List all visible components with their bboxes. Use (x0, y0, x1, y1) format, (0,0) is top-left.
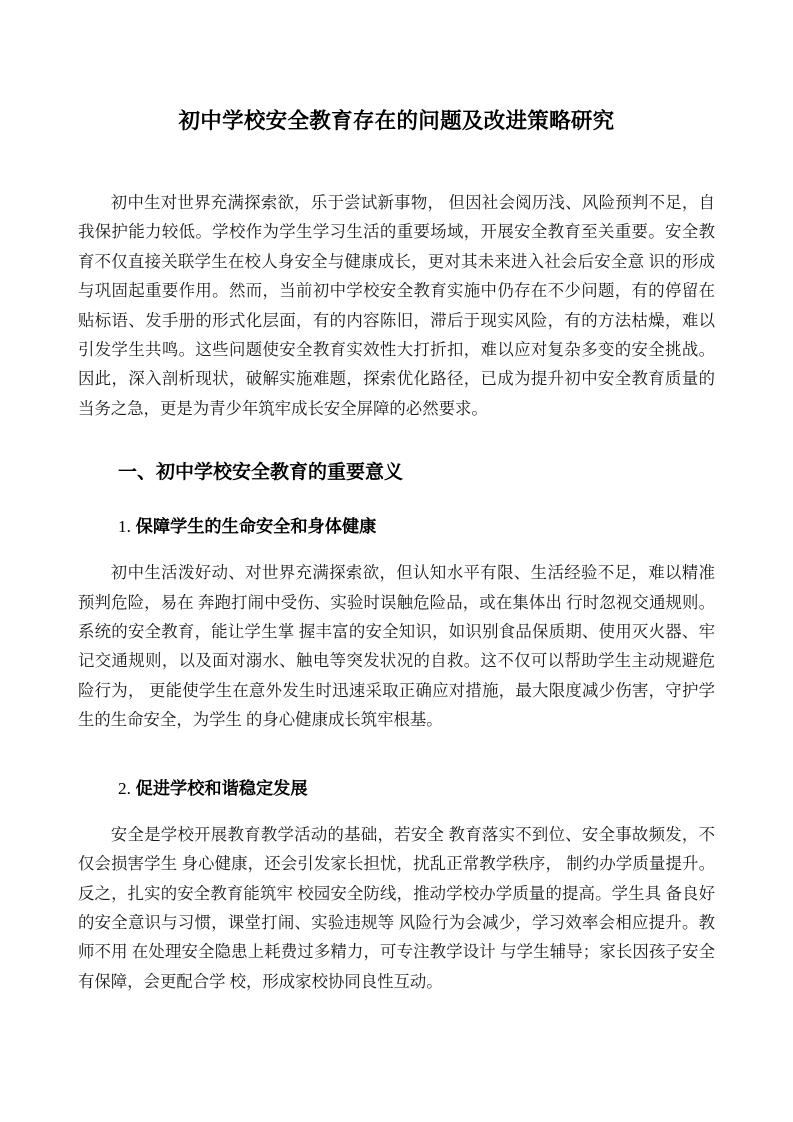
subsection-number-1: 1. (118, 517, 131, 537)
spacer-before-subsection-heading-2 (78, 735, 715, 775)
subsection-heading-1 (78, 513, 715, 540)
spacer-before-section-heading (78, 423, 715, 459)
subsection-body-2: 安全是学校开展教育教学活动的基础，若安全 教育落实不到位、安全事故频发，不仅会损害学生 身心健康，还会引发家长担忧，扰乱正常教学秩序， 制约办学质量提升。反之，扎实的安全教育能筑牢 校园安全防线，推动学校办学质量的提高。学生具 备良好的安全意识与习惯，课堂打闹、实验违规等 风险行为会减少，学习效率会相应提升。教师不用 在处理安全隐患上耗费过多精力，可专注教学设计 与学生辅导；家长因孩子安全有保障，会更配合学 校，形成家校协同良性互动。 (78, 824, 715, 991)
intro-paragraph: 初中生对世界充满探索欲，乐于尝试新事物， 但因社会阅历浅、风险预判不足，自我保护能力较低。学校作为学生学习生活的重要场域，开展安全教育至关重要。安全教育不仅直接关联学生在校人身安全与健康成长，更对其未来进入社会后安全意 识的形成与巩固起重要作用。然而，当前初中学校安全教育实施中仍存在不少问题，有的停留在贴标语、发手册的形式化层面，有的内容陈旧，滞后于现实风险，有的方法枯燥，难以引发学生共鸣。这些问题使安全教育实效性大打折扣，难以应对复杂多变的安全挑战。因此，深入剖析现状，破解实施难题，探索优化路径，已成为提升初中安全教育质量的当务之急，更是为青少年筑牢成长安全屏障的必然要求。 (78, 193, 715, 418)
subsection-heading-2 (78, 775, 715, 802)
spacer-after-title (78, 136, 715, 188)
subsection-number-2: 2. (118, 778, 131, 798)
spacer-after-subsection-heading-2 (78, 802, 715, 820)
spacer-after-section-heading (78, 487, 715, 513)
subsection-body-1: 初中生活泼好动、对世界充满探索欲，但认知水平有限、生活经验不足，难以精准预判危险，易在 奔跑打闹中受伤、实验时误触危险品，或在集体出 行时忽视交通规则。系统的安全教育，能让学生掌 握丰富的安全知识，如识别食品保质期、使用灭火器、牢记交通规则，以及面对溺水、触电等突发状况的自救。这不仅可以帮助学生主动规避危险行为， 更能使学生在意外发生时迅速采取正确应对措施，最大限度减少伤害，守护学生的生命安全，为学生 的身心健康成长筑牢根基。 (78, 563, 715, 730)
document-title: 初中学校安全教育存在的问题及改进策略研究 (178, 109, 615, 133)
section-heading-1: 一、初中学校安全教育的重要意义 (118, 462, 404, 484)
spacer-after-subsection-heading-1 (78, 540, 715, 558)
subsection-title-1: 保障学生的生命安全和身体健康 (135, 516, 377, 537)
document-content (78, 0, 715, 996)
subsection-title-2: 促进学校和谐稳定发展 (135, 777, 308, 798)
